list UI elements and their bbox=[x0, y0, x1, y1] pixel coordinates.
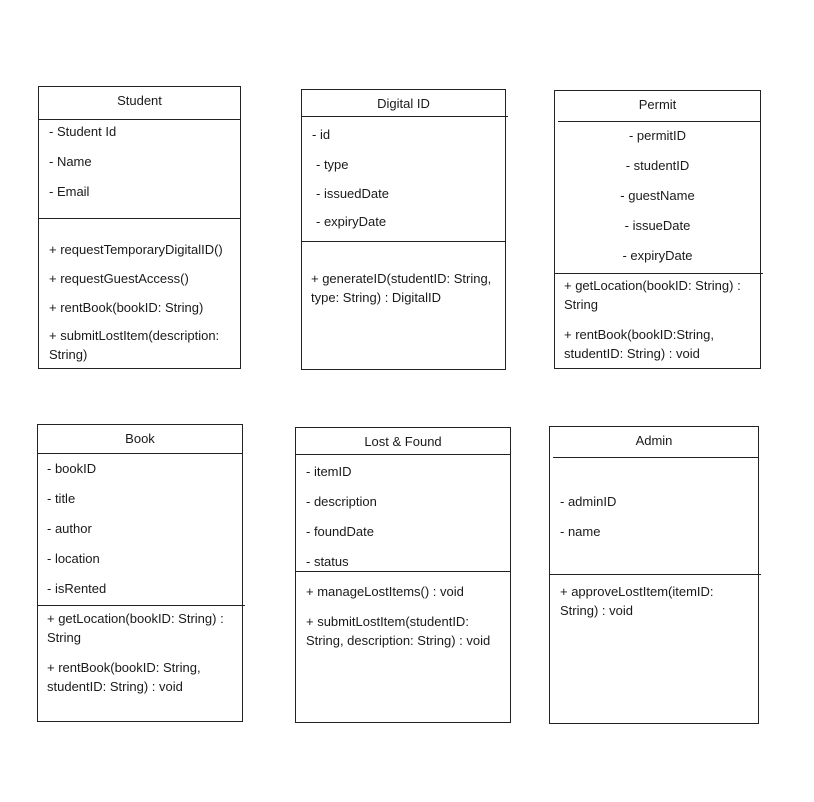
class-name: Digital ID bbox=[377, 96, 430, 111]
divider bbox=[37, 605, 245, 606]
attribute: - description bbox=[306, 494, 377, 509]
method: + getLocation(bookID: String) : String bbox=[564, 278, 741, 312]
method: + submitLostItem(studentID: String, description: String) : void bbox=[306, 614, 491, 648]
attribute: - location bbox=[47, 551, 100, 566]
attribute: - Student Id bbox=[49, 124, 117, 139]
attribute: - status bbox=[306, 554, 349, 569]
attribute: - name bbox=[560, 524, 601, 539]
class-digital-id bbox=[301, 89, 506, 370]
method: + requestGuestAccess() bbox=[49, 271, 189, 286]
divider bbox=[301, 241, 506, 242]
divider bbox=[554, 273, 763, 274]
divider bbox=[295, 571, 511, 572]
divider bbox=[301, 116, 508, 117]
attribute: - studentID bbox=[625, 158, 690, 173]
method: + rentBook(bookID: String) bbox=[49, 300, 204, 315]
class-name: Book bbox=[125, 431, 155, 446]
class-name: Lost & Found bbox=[364, 434, 442, 449]
attribute: - bookID bbox=[47, 461, 97, 476]
divider bbox=[558, 121, 760, 122]
divider bbox=[38, 119, 241, 120]
class-permit bbox=[554, 90, 761, 369]
class-name: Permit bbox=[638, 97, 677, 112]
attribute: - expiryDate bbox=[316, 214, 387, 229]
attribute: - adminID bbox=[560, 494, 617, 509]
attribute: - Name bbox=[49, 154, 92, 169]
attribute: - author bbox=[47, 521, 92, 536]
class-student bbox=[38, 86, 241, 369]
class-lost-and-found bbox=[295, 427, 511, 723]
divider bbox=[295, 454, 511, 455]
attribute: - permitID bbox=[628, 128, 687, 143]
divider bbox=[38, 218, 241, 219]
class-name: Admin bbox=[635, 433, 673, 448]
attribute: - id bbox=[312, 127, 331, 142]
attribute: - itemID bbox=[306, 464, 352, 479]
method: + manageLostItems() : void bbox=[306, 584, 464, 599]
class-book bbox=[37, 424, 243, 722]
divider bbox=[549, 574, 761, 575]
attribute: - issuedDate bbox=[316, 186, 389, 201]
method: + submitLostItem(description: String) bbox=[49, 328, 220, 362]
attribute: - issueDate bbox=[624, 218, 691, 233]
method: + requestTemporaryDigitalID() bbox=[49, 242, 223, 257]
class-admin bbox=[549, 426, 759, 724]
attribute: - guestName bbox=[620, 188, 695, 203]
attribute: - expiryDate bbox=[622, 248, 693, 263]
class-name: Student bbox=[117, 93, 162, 108]
method: + approveLostItem(itemID: String) : void bbox=[560, 584, 714, 618]
divider bbox=[37, 453, 243, 454]
divider bbox=[553, 457, 759, 458]
method: + rentBook(bookID: String, studentID: String) : void bbox=[47, 660, 201, 694]
method: + getLocation(bookID: String) : String bbox=[47, 611, 224, 645]
method: + rentBook(bookID:String, studentID: String) : void bbox=[564, 327, 714, 361]
attribute: - title bbox=[47, 491, 76, 506]
method: + generateID(studentID: String, type: String) : DigitalID bbox=[311, 271, 492, 305]
attribute: - isRented bbox=[47, 581, 107, 596]
attribute: - foundDate bbox=[306, 524, 374, 539]
attribute: - type bbox=[316, 157, 349, 172]
attribute: - Email bbox=[49, 184, 90, 199]
